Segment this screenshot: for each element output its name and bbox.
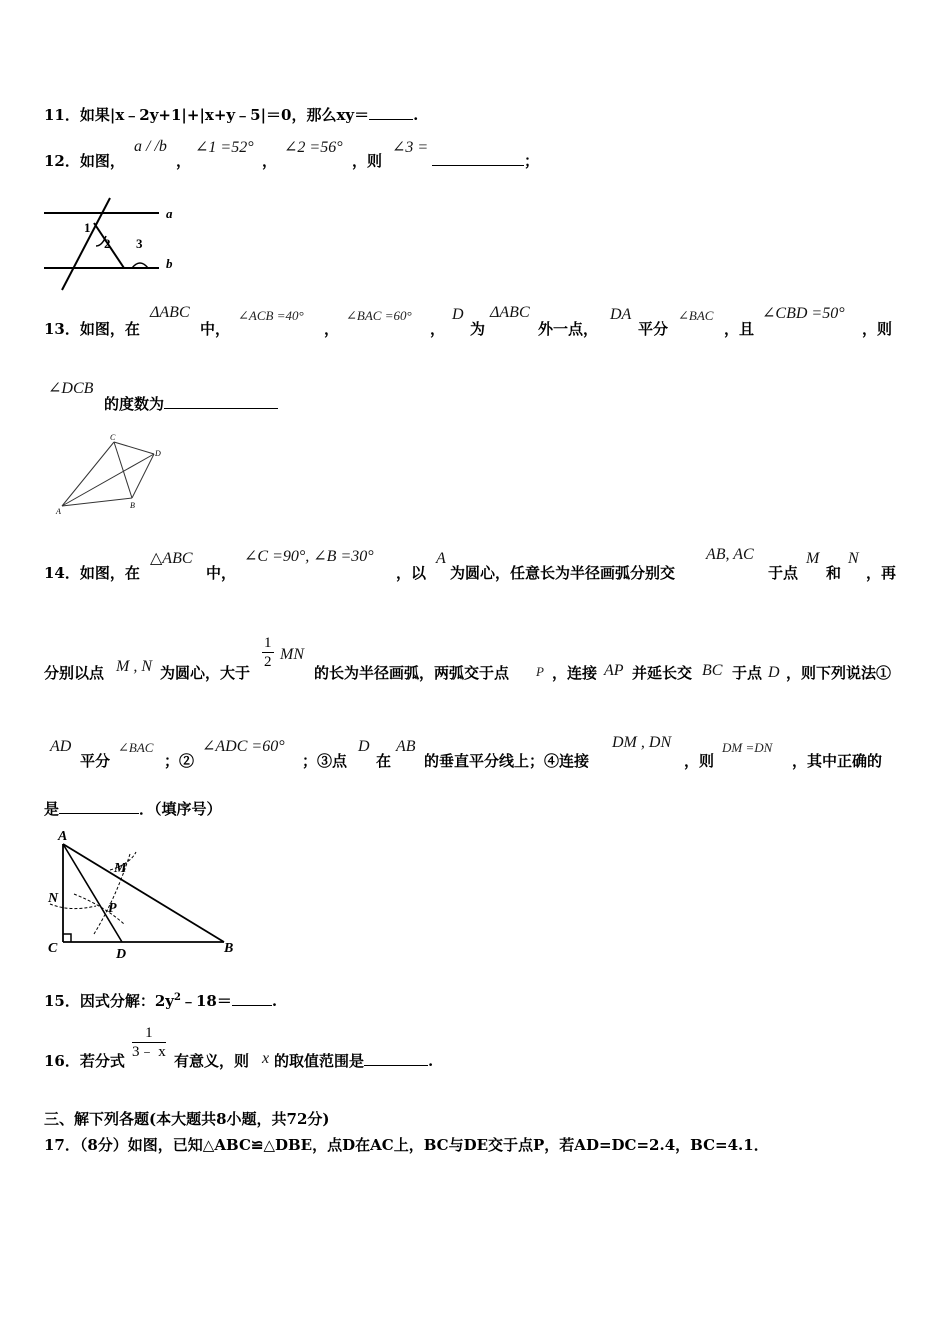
q14-again: ，再 <box>866 564 897 582</box>
q14-label-M: M <box>114 861 127 876</box>
q17-text: 17．（8分）如图，已知△ABC≌△DBE，点D在AC上，BC与DE交于点P，若AD=DC=2.4，BC=4.1． <box>44 1136 769 1154</box>
q13-label-D: D <box>155 449 161 458</box>
q14-connect: ，连接 <box>552 664 598 682</box>
q14-l2-start: 分别以点 <box>44 664 105 682</box>
q11-answer-blank[interactable] <box>369 105 413 120</box>
q13-in: 中， <box>200 320 231 338</box>
q15-sup: 2 <box>174 992 181 1003</box>
q16-x: x <box>262 1050 270 1067</box>
q12-angle3: ∠3 = <box>392 139 429 156</box>
q14-point-a: A <box>436 550 446 567</box>
q14-answer-blank[interactable] <box>59 799 139 814</box>
q13-triangle: ΔABC <box>150 304 190 321</box>
q14-fill: ．（填序号） <box>139 800 222 818</box>
q14-half-fraction <box>262 634 274 671</box>
q12-angle2: ∠2 =56° <box>284 139 343 156</box>
q15-line <box>44 990 277 1011</box>
q14-then: ，则下列说法① <box>786 664 892 682</box>
q13-label-C: C <box>110 433 116 442</box>
q14-ad: AD <box>50 738 72 755</box>
q14-figure <box>44 828 244 964</box>
q14-point-d: D <box>768 664 780 681</box>
q14-angle-bac: ∠BAC <box>118 740 154 755</box>
q14-angle-adc: ∠ADC =60° <box>202 738 285 755</box>
q12-blank-line <box>432 150 539 171</box>
q11-text: 如果|x﹣2y+1|+|x+y﹣5|＝0，那么xy＝ <box>79 106 370 124</box>
q16-frac-num: 1 <box>132 1024 166 1043</box>
q15-answer-blank[interactable] <box>232 991 272 1006</box>
q14-bisect: 平分 <box>80 752 111 770</box>
q13-label-B: B <box>130 501 135 510</box>
q12-number: 12．如图， <box>44 152 125 170</box>
q14-point-d2: D <box>358 738 370 755</box>
q12-label-1: 1 <box>84 220 91 235</box>
q13-measure: 的度数为 <box>104 395 165 413</box>
q14-mn2: MN <box>280 646 304 663</box>
q12-figure <box>44 198 184 294</box>
q14-label-C: C <box>48 941 58 956</box>
q14-perp: 的垂直平分线上；④连接 <box>424 752 590 770</box>
q14-on: 在 <box>376 752 392 770</box>
q13-angle-bac: ∠BAC =60° <box>346 308 412 323</box>
q15-text: 15．因式分解：2y <box>44 992 175 1010</box>
q14-s3: ；③点 <box>302 752 348 770</box>
q14-dmdn: DM , DN <box>612 734 672 751</box>
q14-angles: ∠C =90°, ∠B =30° <box>244 548 374 565</box>
q13-point-d: D <box>452 306 464 323</box>
q14-label-P: P <box>108 901 117 916</box>
q14-label-D: D <box>116 947 127 962</box>
q12-answer-blank[interactable] <box>432 151 524 166</box>
q13-and: ，且 <box>724 320 755 338</box>
q13-label-A: A <box>56 507 61 516</box>
q11-end: . <box>413 106 419 124</box>
q14-ap: AP <box>604 662 624 679</box>
q12-parallel: a / /b <box>134 138 167 155</box>
q14-with: ，以 <box>396 564 427 582</box>
q14-ab: AB <box>396 738 416 755</box>
q16-number: 16．若分式 <box>44 1052 125 1070</box>
q13-figure <box>52 434 168 516</box>
q14-triangle: △ABC <box>150 550 193 567</box>
q14-label-N: N <box>48 891 59 906</box>
q16-mid: 有意义，则 <box>174 1052 250 1070</box>
q12-label-3: 3 <box>136 236 143 251</box>
q12-label-a: a <box>166 206 173 221</box>
q16-frac-den: 3﹣ x <box>132 1044 166 1060</box>
q12-then: ，则 <box>352 152 383 170</box>
q14-l4 <box>44 798 222 819</box>
q13-answer-blank[interactable] <box>164 394 278 409</box>
q14-dm-eq-dn: DM =DN <box>722 740 773 755</box>
q14-point-p: P <box>536 664 544 679</box>
q13-then: ，则 <box>862 320 893 338</box>
q14-at2: 于点 <box>732 664 763 682</box>
q14-extend: 并延长交 <box>632 664 693 682</box>
q16-fraction <box>132 1024 166 1061</box>
q12-sep2: ， <box>262 152 278 170</box>
q13-angle-dcb: ∠DCB <box>48 380 94 397</box>
q13-bisect: 平分 <box>638 320 669 338</box>
q14-s2: ；② <box>164 752 195 770</box>
q11-number: 11． <box>44 106 80 124</box>
q16-end: . <box>428 1052 434 1070</box>
q15-end: . <box>271 992 278 1010</box>
q13-triangle2: ΔABC <box>490 304 530 321</box>
q14-center: 为圆心，任意长为半径画弧分别交 <box>450 564 676 582</box>
q14-mn: M , N <box>116 658 152 675</box>
q14-in: 中， <box>206 564 237 582</box>
q14-center2: 为圆心，大于 <box>160 664 251 682</box>
q16-answer-blank[interactable] <box>364 1051 428 1066</box>
q14-abac: AB, AC <box>706 546 754 563</box>
q11-line <box>44 104 418 125</box>
q13-measure-line <box>104 393 278 414</box>
q14-half-den: 2 <box>264 654 272 670</box>
q13-angle-acb: ∠ACB =40° <box>238 308 304 323</box>
q13-angle-bac2: ∠BAC <box>678 308 714 323</box>
q14-half-num: 1 <box>264 635 272 651</box>
q13-outside: 外一点， <box>538 320 599 338</box>
section3-title: 三、解下列各题(本大题共8小题，共72分) <box>44 1110 330 1128</box>
q13-wei: 为 <box>470 320 486 338</box>
q13-comma1: ， <box>324 320 340 338</box>
q14-point-n: N <box>848 550 859 567</box>
q12-label-b: b <box>166 256 173 271</box>
q13-da: DA <box>610 306 632 323</box>
q13-number: 13．如图，在 <box>44 320 140 338</box>
q14-and: 和 <box>826 564 842 582</box>
q14-bc: BC <box>702 662 723 679</box>
q14-number: 14．如图，在 <box>44 564 140 582</box>
q15-rest: ﹣18＝ <box>181 992 232 1010</box>
q14-l4-start: 是 <box>44 800 60 818</box>
q16-rest-line <box>274 1050 433 1071</box>
q14-then2: ，则 <box>684 752 715 770</box>
q12-label-2: 2 <box>104 236 111 251</box>
q13-angle-cbd: ∠CBD =50° <box>762 305 845 322</box>
q13-comma2: ， <box>430 320 446 338</box>
q12-angle1: ∠1 =52° <box>195 139 254 156</box>
q14-radius: 的长为半径画弧，两弧交于点 <box>314 664 510 682</box>
q14-label-A: A <box>58 829 68 844</box>
q16-rest: 的取值范围是 <box>274 1052 365 1070</box>
q14-correct: ，其中正确的 <box>792 752 883 770</box>
q14-point-m: M <box>806 550 820 567</box>
q12-sep1: ， <box>176 152 192 170</box>
q14-label-B: B <box>224 941 234 956</box>
q14-at: 于点 <box>768 564 799 582</box>
q12-end: ； <box>524 152 540 170</box>
